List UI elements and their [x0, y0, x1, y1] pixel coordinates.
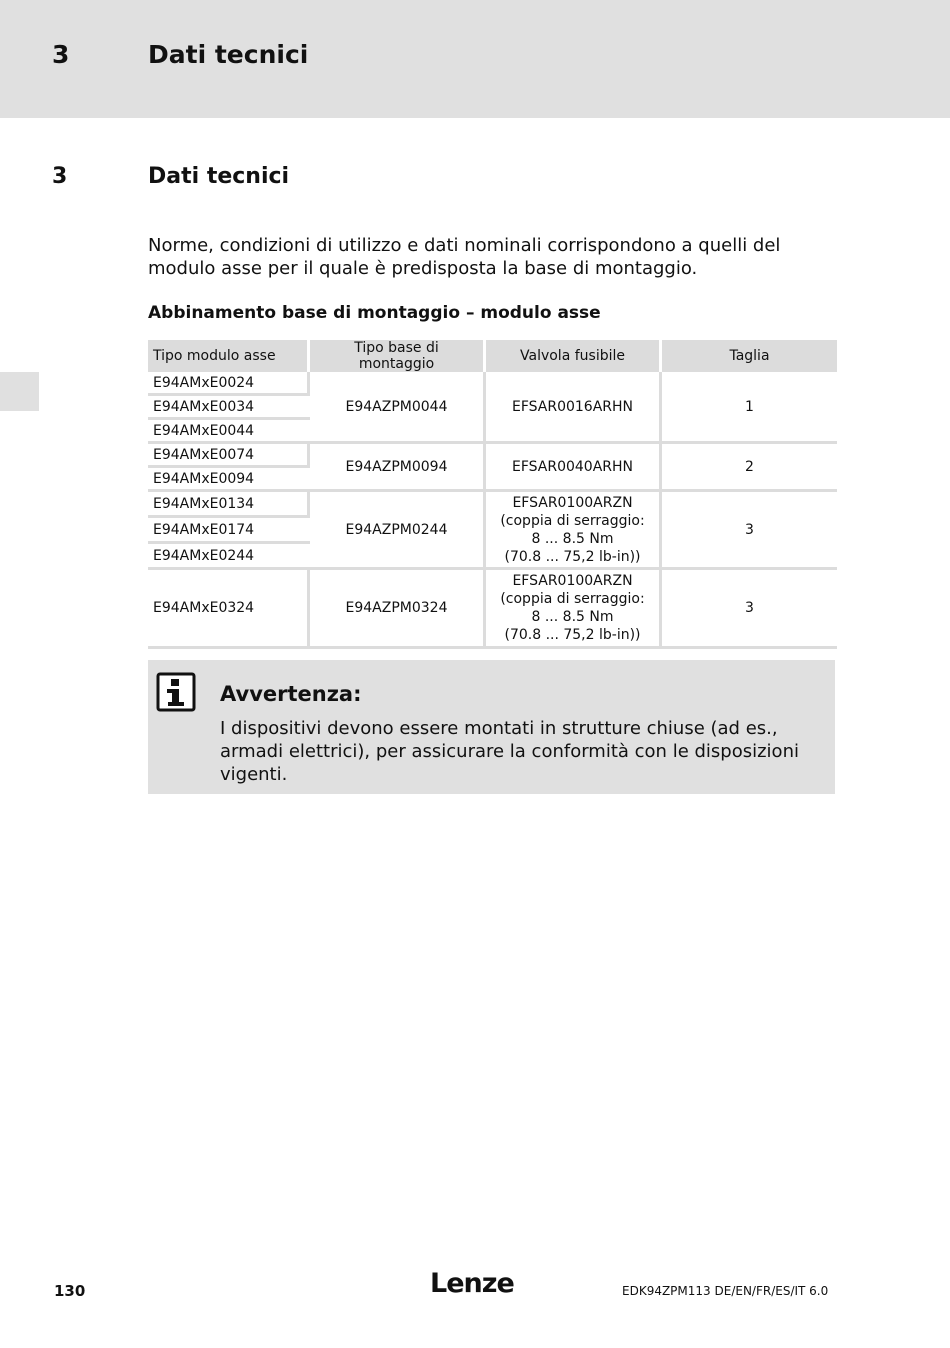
chapter-title: Dati tecnici — [148, 40, 309, 69]
note-text: I dispositivi devono essere montati in strutture chiuse (ad es., armadi elettrici), per assicurare la conformità con le disposizioni vigenti. — [220, 718, 799, 785]
page-number: 130 — [54, 1282, 86, 1300]
cell-mounting-base: E94AZPM0044 — [310, 372, 486, 444]
cell-axis-module: E94AMxE0094 — [148, 468, 310, 492]
header-fuse: Valvola fusibile — [486, 340, 662, 372]
table-row — [148, 372, 837, 396]
info-icon — [156, 672, 196, 712]
note-box — [148, 660, 835, 794]
cell-fuse: EFSAR0040ARHN — [486, 444, 662, 492]
document-id: EDK94ZPM113 DE/EN/FR/ES/IT 6.0 — [622, 1284, 829, 1298]
table-heading: Abbinamento base di montaggio – modulo asse — [148, 303, 601, 323]
cell-axis-module: E94AMxE0044 — [148, 420, 310, 444]
chapter-number: 3 — [52, 40, 70, 69]
cell-axis-module: E94AMxE0024 — [148, 372, 310, 396]
section-title: Dati tecnici — [148, 164, 290, 189]
note-title: Avvertenza: — [220, 682, 362, 706]
cell-mounting-base: E94AZPM0094 — [310, 444, 486, 492]
header-mounting-base: Tipo base di montaggio — [310, 340, 486, 372]
cell-fuse: EFSAR0100ARZN (coppia di serraggio: 8 ... 8.5 Nm (70.8 ... 75,2 lb-in)) — [486, 492, 662, 570]
cell-size: 3 — [662, 570, 837, 649]
cell-fuse: EFSAR0100ARZN (coppia di serraggio: 8 ... 8.5 Nm (70.8 ... 75,2 lb-in)) — [486, 570, 662, 649]
table-header-row — [148, 340, 837, 372]
cell-axis-module: E94AMxE0074 — [148, 444, 310, 468]
table-row — [148, 492, 837, 518]
cell-fuse: EFSAR0016ARHN — [486, 372, 662, 444]
lenze-logo: Lenze — [430, 1268, 514, 1299]
header-size: Taglia — [662, 340, 837, 372]
cell-size: 1 — [662, 372, 837, 444]
cell-axis-module: E94AMxE0174 — [148, 518, 310, 544]
cell-size: 2 — [662, 444, 837, 492]
assignment-table — [148, 340, 837, 649]
header-axis-module: Tipo modulo asse — [148, 340, 310, 372]
cell-mounting-base: E94AZPM0324 — [310, 570, 486, 649]
section-number: 3 — [52, 164, 68, 189]
cell-axis-module: E94AMxE0134 — [148, 492, 310, 518]
cell-size: 3 — [662, 492, 837, 570]
table-row — [148, 570, 837, 649]
table-row — [148, 444, 837, 468]
chapter-header — [0, 0, 950, 118]
cell-axis-module: E94AMxE0324 — [148, 570, 310, 649]
chapter-side-tab — [0, 372, 39, 411]
cell-mounting-base: E94AZPM0244 — [310, 492, 486, 570]
cell-axis-module: E94AMxE0244 — [148, 544, 310, 570]
intro-paragraph: Norme, condizioni di utilizzo e dati nominali corrispondono a quelli del modulo asse per il quale è predisposta la base di montaggio. — [148, 235, 781, 279]
cell-axis-module: E94AMxE0034 — [148, 396, 310, 420]
